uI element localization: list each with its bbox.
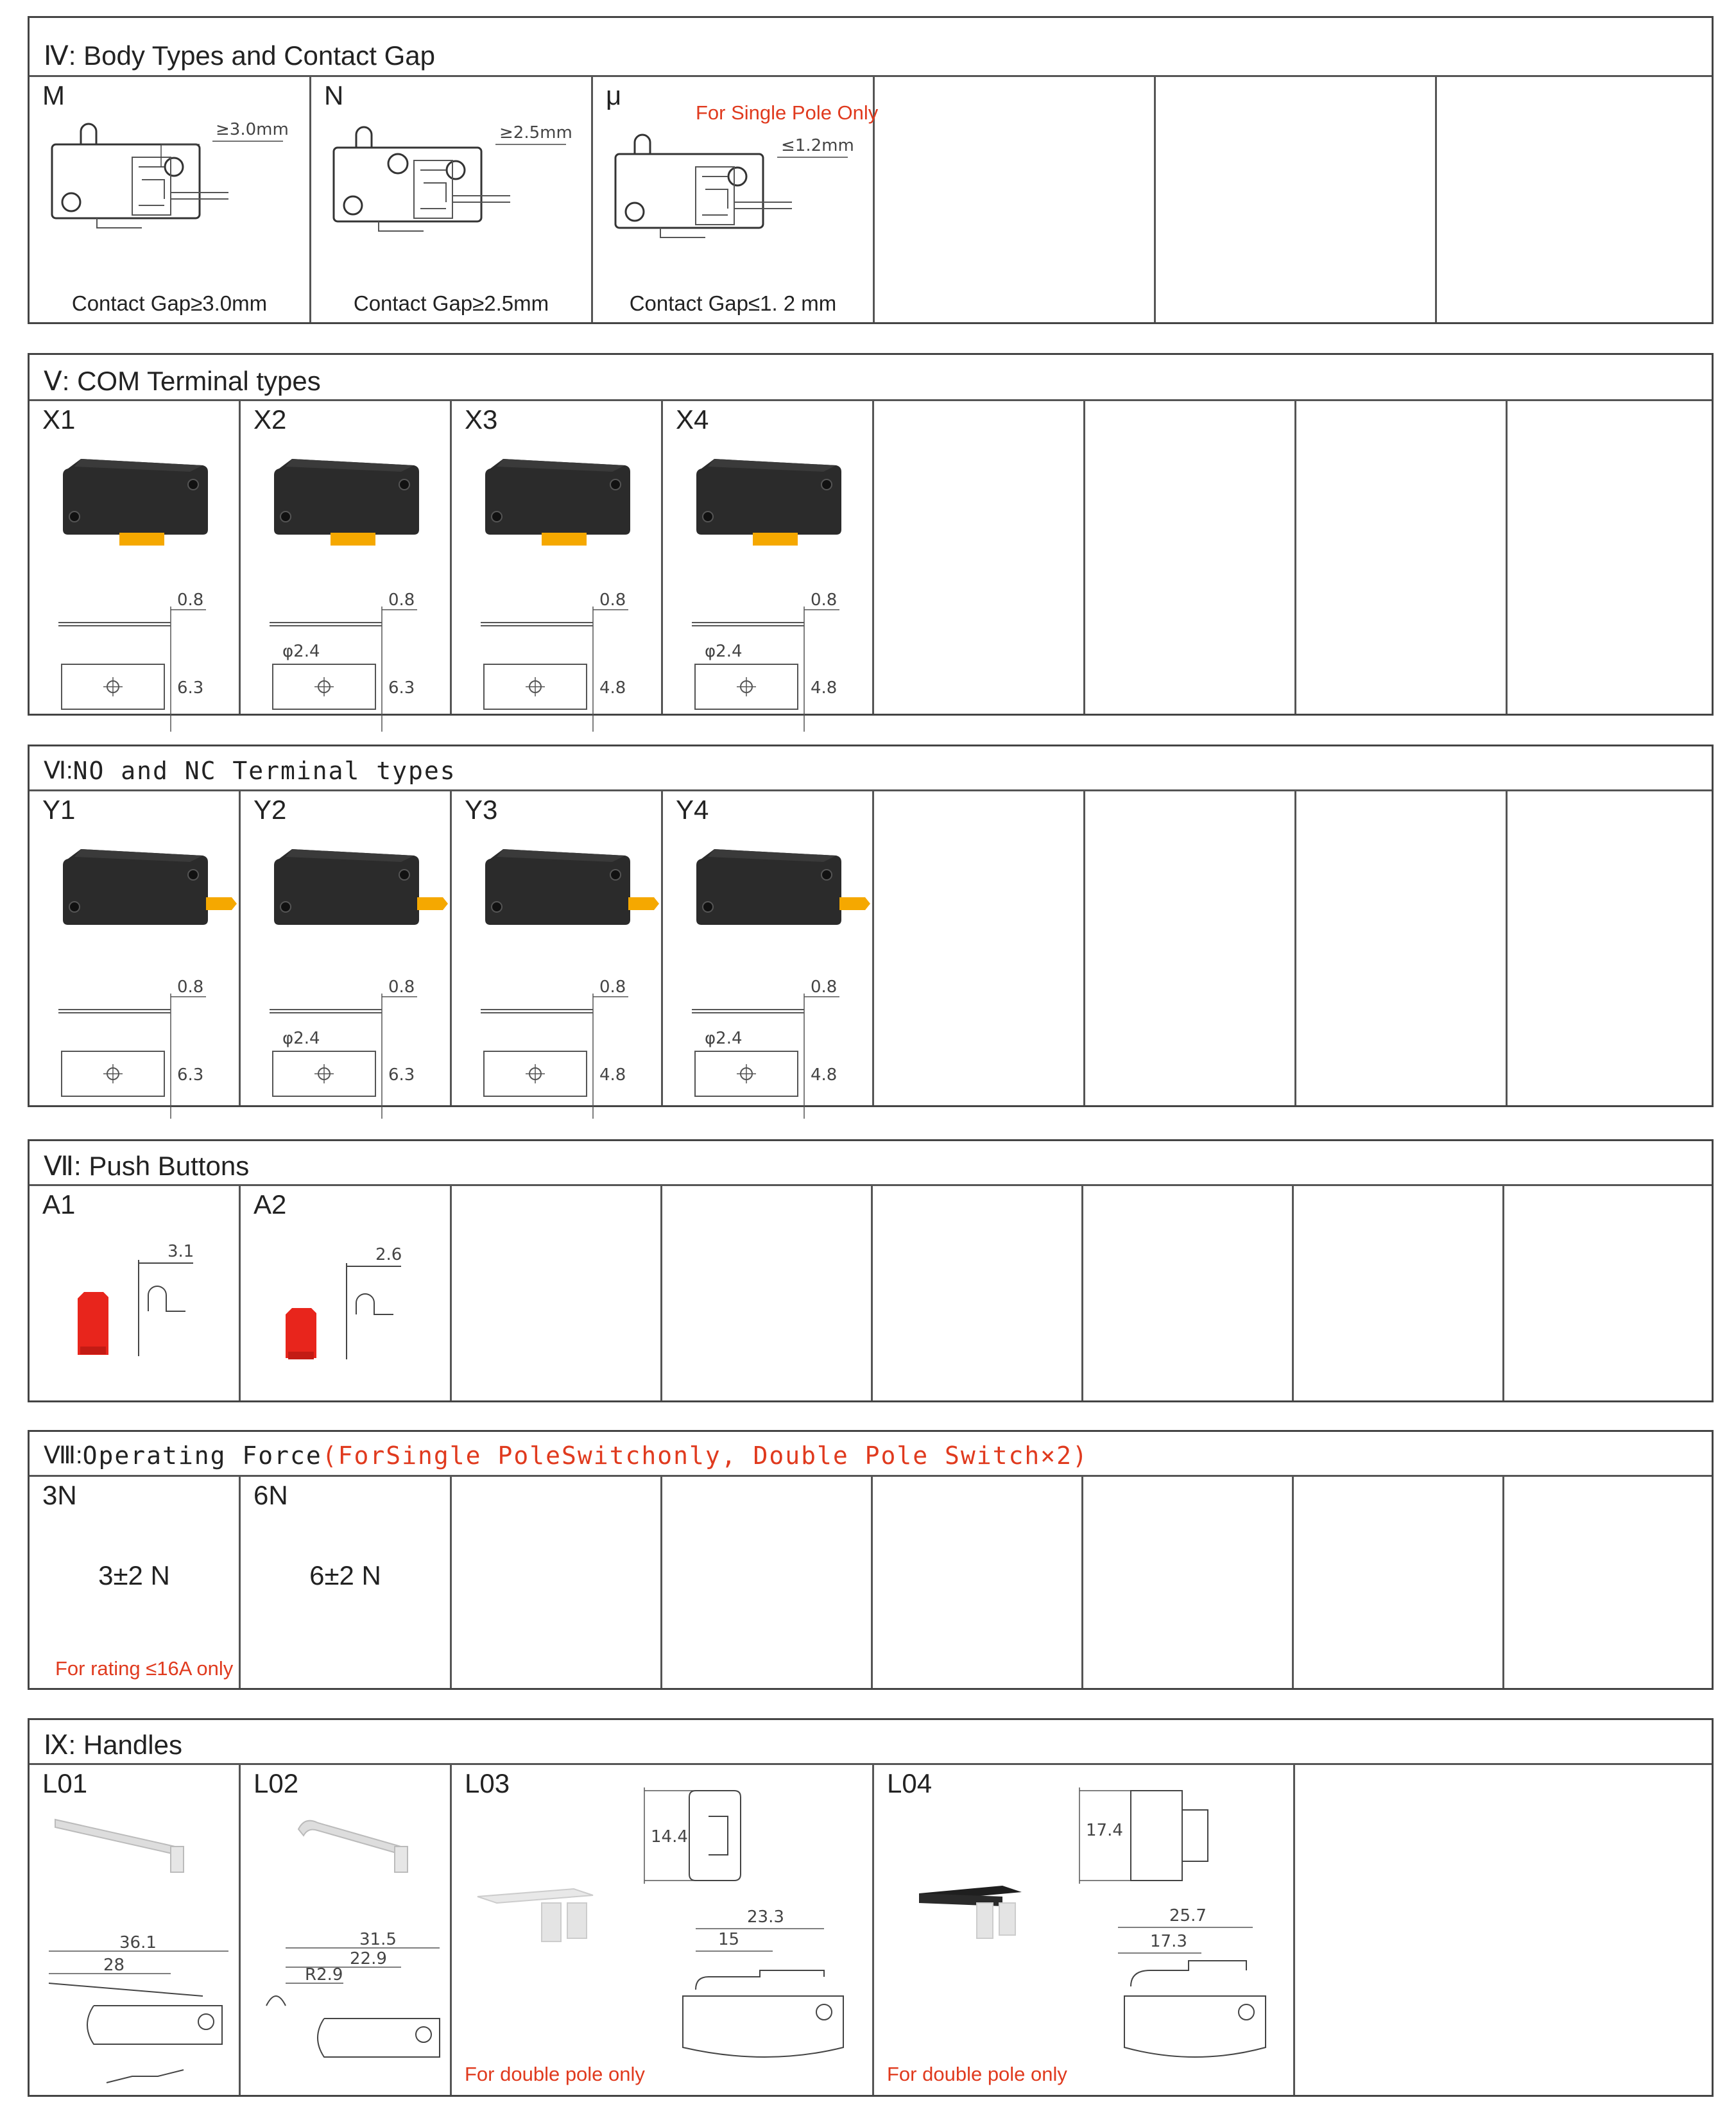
thickness-label: 0.8 <box>177 977 204 997</box>
width-label: 6.3 <box>177 678 204 698</box>
height-label: 2.6 <box>375 1245 402 1264</box>
terminal-code: X3 <box>465 404 498 435</box>
handle-dim: 23.3 <box>747 1907 784 1927</box>
body-cell-mu <box>593 77 879 322</box>
push-cell-a1 <box>30 1186 241 1400</box>
width-label: 4.8 <box>599 678 626 698</box>
force-value: 6±2 N <box>309 1560 381 1590</box>
body-caption: Contact Gap≥2.5mm <box>353 291 549 315</box>
switch-terminal-icon <box>42 446 235 716</box>
double-pole-note: (ForSingle PoleSwitchonly, Double Pole Switch×2) <box>322 1441 1088 1470</box>
body-code: μ <box>606 80 622 110</box>
section-body-types <box>28 16 1714 324</box>
empty-cell <box>875 77 1156 322</box>
handle-dim: 17.3 <box>1150 1932 1187 1951</box>
section-push-buttons <box>28 1139 1714 1402</box>
terminal-cell-x1 <box>30 401 241 714</box>
section-operating-force <box>28 1430 1714 1690</box>
empty-cell <box>873 1477 1083 1688</box>
body-cell-m <box>30 77 311 322</box>
body-code: M <box>42 80 65 110</box>
terminal-code: X2 <box>254 404 287 435</box>
empty-cell <box>1083 1186 1294 1400</box>
handle-l04-icon <box>887 1775 1285 2076</box>
handle-dim: 36.1 <box>119 1933 157 1952</box>
push-button-a1-icon <box>71 1234 225 1363</box>
switch-terminal-icon <box>254 836 446 1106</box>
width-label: 6.3 <box>388 1065 415 1085</box>
handle-l01-icon <box>42 1807 235 2089</box>
handle-dim: 14.4 <box>651 1827 688 1847</box>
handle-cell-l03 <box>452 1765 874 2095</box>
width-label: 4.8 <box>811 1065 838 1085</box>
width-label: 4.8 <box>599 1065 626 1085</box>
handle-dim: 31.5 <box>359 1930 397 1949</box>
empty-cell <box>1504 1186 1712 1400</box>
hole-label: φ2.4 <box>705 642 743 661</box>
section-no-nc-terminals <box>28 745 1714 1107</box>
thickness-label: 0.8 <box>599 977 626 997</box>
empty-cell <box>1508 401 1712 714</box>
terminal-code: X1 <box>42 404 76 435</box>
gap-label: ≥3.0mm <box>216 120 289 139</box>
switch-terminal-icon <box>676 836 868 1106</box>
force-cell-3n <box>30 1477 241 1688</box>
push-code: A1 <box>42 1189 76 1219</box>
empty-cell <box>1504 1477 1712 1688</box>
switch-terminal-icon <box>465 836 657 1106</box>
empty-cell <box>662 1477 873 1688</box>
section-title: Ⅸ: Handles <box>30 1720 1712 1765</box>
empty-cell <box>1083 1477 1294 1688</box>
gap-label: ≥2.5mm <box>499 123 572 142</box>
empty-cell <box>1508 791 1712 1105</box>
thickness-label: 0.8 <box>599 590 626 610</box>
empty-cell <box>1294 1477 1504 1688</box>
body-code: N <box>324 80 344 110</box>
terminal-cell-x4 <box>663 401 874 714</box>
handle-l02-icon <box>254 1807 446 2089</box>
terminal-cell-y4 <box>663 791 874 1105</box>
terminal-code: Y2 <box>254 795 287 825</box>
terminal-cell-y1 <box>30 791 241 1105</box>
handle-dim: 17.4 <box>1086 1821 1123 1840</box>
empty-cell <box>874 401 1085 714</box>
empty-cell <box>1296 791 1508 1105</box>
microswitch-body-mu-icon <box>609 132 853 266</box>
terminal-code: Y4 <box>676 795 709 825</box>
handle-cell-l01 <box>30 1765 241 2095</box>
thickness-label: 0.8 <box>811 977 838 997</box>
section-com-terminals <box>28 353 1714 716</box>
empty-cell <box>1296 401 1508 714</box>
handle-code: L01 <box>42 1768 88 1798</box>
thickness-label: 0.8 <box>177 590 204 610</box>
terminal-code: Y1 <box>42 795 76 825</box>
width-label: 4.8 <box>811 678 838 698</box>
section-title: Ⅵ: NO and NC Terminal types <box>30 746 1712 791</box>
section-title: Ⅳ: Body Types and Contact Gap <box>30 18 1712 77</box>
section-handles <box>28 1718 1714 2097</box>
handle-dim: 22.9 <box>350 1949 387 1968</box>
handle-dim: 25.7 <box>1169 1906 1207 1925</box>
empty-cell <box>452 1186 662 1400</box>
empty-cell <box>452 1477 662 1688</box>
terminal-cell-y2 <box>241 791 452 1105</box>
single-pole-note: For Single Pole Only <box>696 101 879 124</box>
hole-label: φ2.4 <box>282 1029 320 1048</box>
body-caption: Contact Gap≥3.0mm <box>71 291 268 315</box>
double-pole-only-note: For double pole only <box>887 2063 1067 2085</box>
body-caption: Contact Gap≤1. 2 mm <box>629 291 837 315</box>
gap-label: ≤1.2mm <box>781 136 854 155</box>
empty-cell <box>1295 1765 1712 2095</box>
empty-cell <box>1437 77 1712 322</box>
section-title: Ⅷ: Operating Force (ForSingle PoleSwitchonly, Double Pole Switch×2) <box>30 1432 1712 1477</box>
handle-l03-icon <box>465 1778 863 2079</box>
handle-code: L03 <box>465 1768 510 1798</box>
width-label: 6.3 <box>177 1065 204 1085</box>
empty-cell <box>1085 791 1296 1105</box>
height-label: 3.1 <box>168 1242 194 1261</box>
force-value: 3±2 N <box>98 1560 170 1590</box>
force-code: 3N <box>42 1480 77 1510</box>
empty-cell <box>662 1186 873 1400</box>
rating-note: For rating ≤16A only <box>55 1657 234 1680</box>
section-title: Ⅴ: COM Terminal types <box>30 355 1712 401</box>
hole-label: φ2.4 <box>282 642 320 661</box>
force-cell-6n <box>241 1477 452 1688</box>
handle-dim: 28 <box>103 1956 125 1975</box>
thickness-label: 0.8 <box>388 977 415 997</box>
thickness-label: 0.8 <box>811 590 838 610</box>
switch-terminal-icon <box>254 446 446 716</box>
double-pole-only-note: For double pole only <box>465 2063 645 2085</box>
width-label: 6.3 <box>388 678 415 698</box>
switch-terminal-icon <box>465 446 657 716</box>
microswitch-body-m-icon <box>46 116 289 257</box>
handle-dim: 15 <box>718 1930 740 1949</box>
empty-cell <box>873 1186 1083 1400</box>
handle-cell-l02 <box>241 1765 452 2095</box>
handle-code: L02 <box>254 1768 299 1798</box>
empty-cell <box>1156 77 1437 322</box>
thickness-label: 0.8 <box>388 590 415 610</box>
handle-dim: R2.9 <box>305 1965 343 1985</box>
force-code: 6N <box>254 1480 288 1510</box>
handle-code: L04 <box>887 1768 932 1798</box>
handle-cell-l04 <box>874 1765 1295 2095</box>
empty-cell <box>874 791 1085 1105</box>
switch-terminal-icon <box>42 836 235 1106</box>
switch-terminal-icon <box>676 446 868 716</box>
push-cell-a2 <box>241 1186 452 1400</box>
hole-label: φ2.4 <box>705 1029 743 1048</box>
terminal-code: X4 <box>676 404 709 435</box>
push-code: A2 <box>254 1189 287 1219</box>
empty-cell <box>1294 1186 1504 1400</box>
body-cell-n <box>311 77 593 322</box>
terminal-cell-x3 <box>452 401 663 714</box>
empty-cell <box>1085 401 1296 714</box>
push-button-a2-icon <box>279 1237 433 1366</box>
terminal-cell-y3 <box>452 791 663 1105</box>
terminal-cell-x2 <box>241 401 452 714</box>
terminal-code: Y3 <box>465 795 498 825</box>
microswitch-body-n-icon <box>327 119 571 260</box>
section-title: Ⅶ: Push Buttons <box>30 1141 1712 1186</box>
